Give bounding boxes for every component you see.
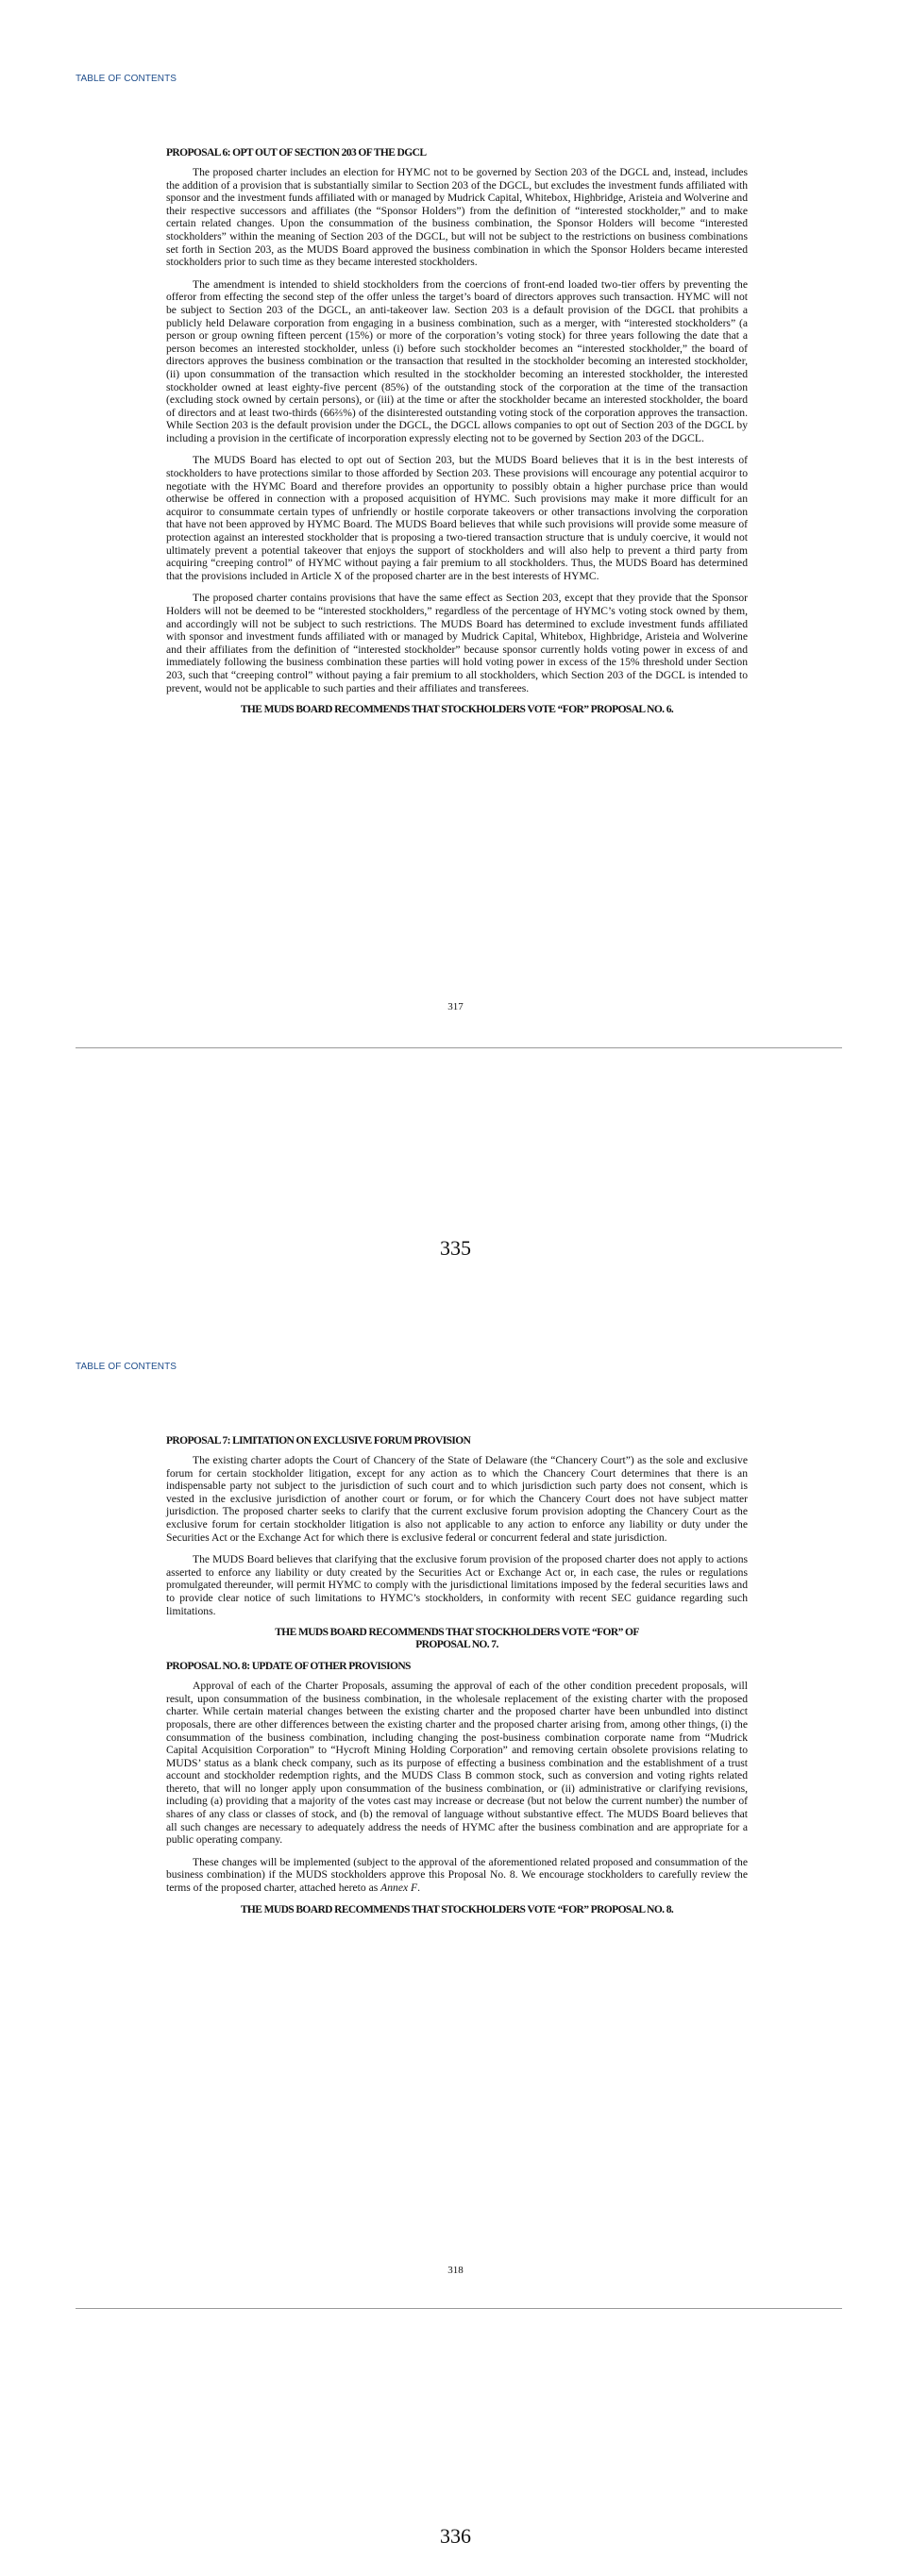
proposal-7-recommendation (166, 1627, 748, 1651)
table-of-contents-link[interactable]: TABLE OF CONTENTS (76, 1362, 177, 1372)
recommendation-line: PROPOSAL NO. 7. (415, 1639, 498, 1651)
recommendation-line: THE MUDS BOARD RECOMMENDS THAT STOCKHOLDERS VOTE “FOR” OF (275, 1627, 639, 1639)
pdf-page-number: 335 (440, 1236, 471, 1260)
proposal-7-paragraph: The MUDS Board believes that clarifying that the exclusive forum provision of the proposed charter does not apply to actions asserted to enforce any liability or duty created by the Securities Act or Exchange Act or, in each case, the rules or regulations promulgated thereunder, will permit HYMC to comply with the jurisdictional limitations imposed by the federal securities laws and to provide clear notice of such limitations to HYMC’s stockholders, in conformity with recent SEC guidance regarding such limitations. (166, 1553, 748, 1617)
page-318 (166, 1435, 748, 1926)
proposal-6-heading: PROPOSAL 6: OPT OUT OF SECTION 203 OF THE DGCL (166, 147, 427, 159)
proposal-8-recommendation: THE MUDS BOARD RECOMMENDS THAT STOCKHOLDERS VOTE “FOR” PROPOSAL NO. 8. (240, 1903, 674, 1915)
proposal-8-paragraph (166, 1856, 748, 1895)
pdf-page-number: 336 (440, 2524, 471, 2548)
page-317 (166, 147, 748, 726)
proposal-8-text: These changes will be implemented (subject to the approval of the aforementioned related proposed and consummation of the business combination) if the MUDS stockholders approve this Proposal No. 8. We encourage stockholders to carefully review the terms of the proposed charter, attached hereto as (166, 1855, 748, 1895)
proposal-8-text-end: . (417, 1882, 420, 1895)
page-number: 317 (447, 1001, 464, 1012)
proposal-7-paragraph: The existing charter adopts the Court of Chancery of the State of Delaware (the “Chancery Court”) as the sole and exclusive forum for certain stockholder litigation, except for any action as to which the Chancery Court determines that there is an indispensable party not subject to the jurisdiction of such court and to which jurisdiction such party does not consent, which is vested in the exclusive jurisdiction of another court or forum, or for which the Chancery Court does not have subject matter jurisdiction. The proposed charter seeks to clarify that the current exclusive forum provision adopting the Chancery Court as the exclusive forum for certain stockholder litigation is also not applicable to any action to enforce any liability or duty under the Securities Act or the Exchange Act for which there is exclusive federal or concurrent federal and state jurisdiction. (166, 1454, 748, 1544)
page-divider (76, 1047, 842, 1048)
page-divider (76, 2308, 842, 2309)
proposal-6-paragraph: The amendment is intended to shield stockholders from the coercions of front-end loaded two-tier offers by preventing the offeror from effecting the second step of the offer unless the target’s board of directors approves such transaction. HYMC will not be subject to Section 203 of the DGCL, an anti-takeover law. Section 203 is a default provision of the DGCL that prohibits a publicly held Delaware corporation from engaging in a business combination, such as a merger, with “interested stockholders” (a person or group owning fifteen percent (15%) or more of the corporation’s voting stock) for three years following the date that a person becomes an interested stockholder, unless (i) before such stockholder becomes an “interested stockholder,” the board of directors approves the business combination or the transaction that resulted in the stockholder becoming an interested stockholder, (ii) upon consummation of the transaction which resulted in the stockholder becoming an interested stockholder, the interested stockholder owned at least eighty-five percent (85%) of the outstanding stock of the corporation at the time of the transaction (excluding stock owned by certain persons), or (iii) at the time or after the stockholder became an interested stockholder, the board of directors and at least two-thirds (66⅔%) of the disinterested outstanding voting stock of the corporation approves the transaction. While Section 203 is the default provision under the DGCL, the DGCL allows companies to opt out of Section 203 of the DGCL by including a provision in the certificate of incorporation expressly electing not to be governed by Section 203 of the DGCL. (166, 277, 748, 444)
table-of-contents-link[interactable]: TABLE OF CONTENTS (76, 74, 177, 84)
proposal-6-paragraph: The MUDS Board has elected to opt out of Section 203, but the MUDS Board believes that it is in the best interests of stockholders to have protections similar to those afforded by Section 203. These provisions will encourage any potential acquiror to negotiate with the HYMC Board and therefore provides an opportunity to possibly obtain a higher purchase price than would otherwise be offered in connection with a proposed acquisition of HYMC. Such provisions may make it more difficult for an acquiror to consummate certain types of unfriendly or hostile corporate takeovers or other transactions involving the corporation that have not been approved by HYMC Board. The MUDS Board believes that while such provisions will provide some measure of protection against an interested stockholder that is proposing a two-tiered transaction structure that is unduly coercive, it would not ultimately prevent a potential takeover that enjoys the support of stockholders and will also help to prevent a third party from acquiring “creeping control” of HYMC without paying a fair premium to all stockholders. Thus, the MUDS Board has determined that the provisions included in Article X of the proposed charter are in the best interests of HYMC. (166, 454, 748, 582)
page-number: 318 (447, 2265, 464, 2276)
proposal-6-paragraph: The proposed charter includes an election for HYMC not to be governed by Section 203 of the DGCL and, instead, includes the addition of a provision that is substantially similar to Section 203 of the DGCL, but excludes the investment funds affiliated with sponsor and the investment funds affiliated with or managed by Mudrick Capital, Whitebox, Highbridge, Aristeia and Wolverine and their respective successors and affiliates (the “Sponsor Holders”) from the definition of “interested stockholder,” and to make certain related changes. Upon the consummation of the business combination, the Sponsor Holders will become “interested stockholders” within the meaning of Section 203 of the DGCL, but will not be subject to the restrictions on business combinations set forth in Section 203, as the MUDS Board approved the business combination in which the Sponsor Holders became interested stockholders prior to such time as they became interested stockholders. (166, 166, 748, 269)
proposal-8-heading: PROPOSAL NO. 8: UPDATE OF OTHER PROVISIONS (166, 1661, 411, 1673)
annex-reference: Annex F (380, 1882, 418, 1895)
proposal-6-recommendation: THE MUDS BOARD RECOMMENDS THAT STOCKHOLDERS VOTE “FOR” PROPOSAL NO. 6. (240, 704, 674, 716)
proposal-7-heading: PROPOSAL 7: LIMITATION ON EXCLUSIVE FORUM PROVISION (166, 1435, 471, 1447)
proposal-6-paragraph: The proposed charter contains provisions that have the same effect as Section 203, except that they provide that the Sponsor Holders will not be deemed to be “interested stockholders,” regardless of the percentage of HYMC’s voting stock owned by them, and accordingly will not be subject to such restrictions. The MUDS Board has determined to exclude investment funds affiliated with sponsor and investment funds affiliated with or managed by Mudrick Capital, Whitebox, Highbridge, Aristeia and Wolverine and their affiliates from the definition of “interested stockholder” because sponsor currently holds voting power in excess of and immediately following the business combination these parties will hold voting power in excess of the 15% threshold under Section 203, such that “creeping control” without paying a fair premium to all stockholders, which Section 203 of the DGCL is intended to prevent, would not be applicable to such parties and their affiliates and transferees. (166, 592, 748, 694)
proposal-8-paragraph: Approval of each of the Charter Proposals, assuming the approval of each of the other condition precedent proposals, will result, upon consummation of the business combination, in the wholesale replacement of the existing charter with the proposed charter. While certain material changes between the existing charter and the proposed charter have been unbundled into distinct proposals, there are other differences between the existing charter and the proposed charter arising from, among other things, (i) the consummation of the business combination, including changing the post-business combination corporate name from “Mudrick Capital Acquisition Corporation” to “Hycroft Mining Holding Corporation” and removing certain obsolete provisions relating to MUDS’ status as a blank check company, such as its purpose of effecting a business combination and the establishment of a trust account and stockholder redemption rights, and the MUDS Class B common stock, such as conversion and voting rights related thereto, that will no longer apply upon consummation of the business combination, or (ii) administrative or clarifying revisions, including (a) providing that a majority of the votes cast may increase or decrease (but not below the current number) the number of shares of any class or classes of stock, and (b) the removal of language without substantive effect. The MUDS Board believes that all such changes are necessary to adequately address the needs of HYMC after the business combination and are appropriate for a public operating company. (166, 1680, 748, 1847)
